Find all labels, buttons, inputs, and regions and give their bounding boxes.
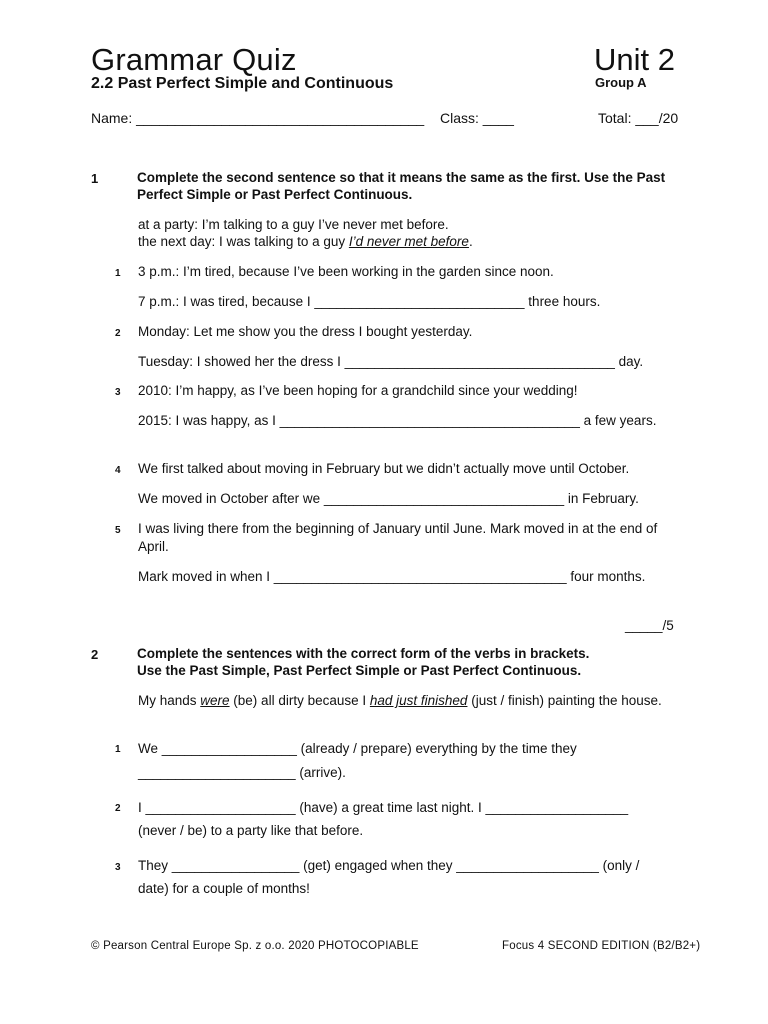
example-suffix: . [468,234,473,249]
class-field: Class: ____ [440,110,514,126]
section-1-instruction: Complete the second sentence so that it means the same as the first. Use the Past Perfect Simple or Past Perfect Continuous. [137,170,666,202]
item-number: 1 [115,268,121,279]
footer-edition: Focus 4 SECOND EDITION (B2/B2+) [502,940,701,952]
item-first-sentence: We first talked about moving in February but we didn’t actually move until October. [138,461,630,476]
item-number: 4 [115,465,121,476]
item-number: 2 [115,803,121,814]
name-field: Name: _____________________________________ [91,110,425,126]
example-suffix: (just / finish) painting the house. [467,693,662,708]
item-line-2: _____________________ (arrive). [138,765,346,780]
item-number: 5 [115,525,121,536]
item-second-sentence: 7 p.m.: I was tired, because I ____________________________ three hours. [138,294,601,309]
section-2-example [138,692,678,710]
item-line-1: We __________________ (already / prepare) everything by the time they [138,741,577,756]
item-number: 1 [115,744,121,755]
example-prefix: My hands [138,693,201,708]
quiz-title: Grammar Quiz [91,42,297,77]
item-second-sentence: We moved in October after we ________________________________ in February. [138,491,639,506]
item-first-sentence: I was living there from the beginning of January until June. Mark moved in at the end of April. [138,521,658,554]
section-2-number: 2 [91,647,99,662]
unit-label: Unit 2 [594,42,675,77]
item-second-sentence: Tuesday: I showed her the dress I ____________________________________ day. [138,354,644,369]
item-line-2: (never / be) to a party like that before. [138,823,364,838]
footer-copyright: © Pearson Central Europe Sp. z o.o. 2020 PHOTOCOPIABLE [91,940,419,952]
item-line-1: I ____________________ (have) a great time last night. I ___________________ [138,800,629,815]
section-1-number: 1 [91,171,99,186]
example-middle: (be) all dirty because I [229,693,370,708]
item-number: 3 [115,387,121,398]
example-answer-2: had just finished [369,693,468,708]
example-answer: I’d never met before [348,234,469,249]
section-1-score: _____/5 [625,618,674,633]
item-second-sentence: 2015: I was happy, as I ________________________________________ a few years. [138,413,657,428]
quiz-subtitle: 2.2 Past Perfect Simple and Continuous [91,75,394,92]
item-first-sentence: 3 p.m.: I’m tired, because I’ve been working in the garden since noon. [138,264,554,279]
section-1-example-line-1: at a party: I’m talking to a guy I’ve never met before. [138,217,449,232]
group-label: Group A [595,75,647,90]
item-line-2: date) for a couple of months! [138,881,310,896]
item-first-sentence: Monday: Let me show you the dress I bought yesterday. [138,324,473,339]
item-number: 2 [115,328,121,339]
item-line-1: They _________________ (get) engaged when they ___________________ (only / [138,858,640,873]
section-2-instruction: Complete the sentences with the correct form of the verbs in brackets. Use the Past Simple, Past Perfect Simple or Past Perfect Continuous. [137,646,590,678]
item-first-sentence: 2010: I’m happy, as I’ve been hoping for a grandchild since your wedding! [138,383,578,398]
example-prefix: the next day: I was talking to a guy [138,234,349,249]
section-1-example-line-2 [138,233,473,251]
example-answer-1: were [200,693,230,708]
item-second-sentence: Mark moved in when I _______________________________________ four months. [138,569,646,584]
total-field: Total: ___/20 [598,110,679,126]
item-number: 3 [115,862,121,873]
